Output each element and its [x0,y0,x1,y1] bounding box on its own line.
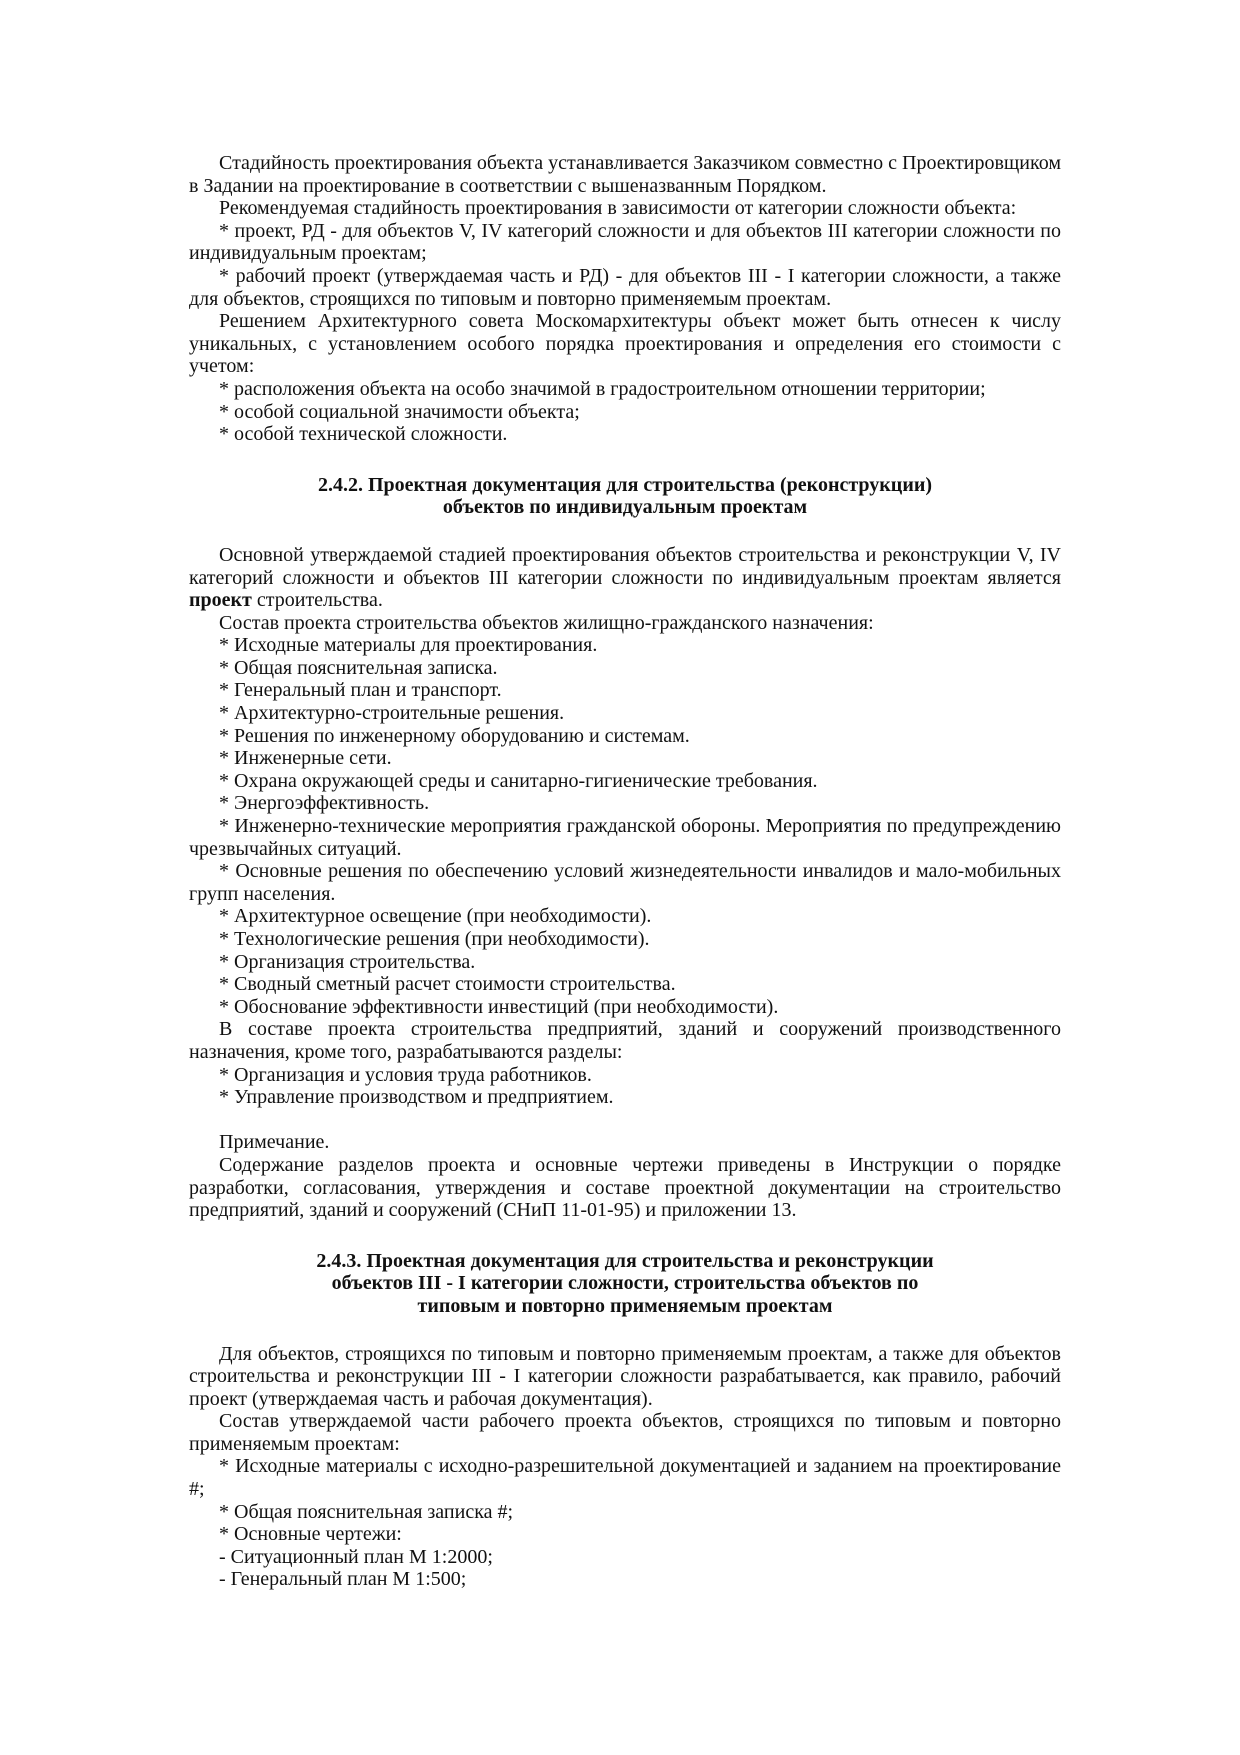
paragraph: * Организация и условия труда работников. [219,1063,592,1086]
paragraph: * Обоснование эффективности инвестиций (при необходимости). [219,995,779,1018]
paragraph: * расположения объекта на особо значимой в градостроительном отношении территории; [219,377,986,400]
paragraph: * особой технической сложности. [219,423,508,446]
section-heading [189,1250,1061,1318]
paragraph: Для объектов, строящихся по типовым и повторно применяемым проектам, а также для объектов строительства и реконструкции III - I категории сложности разрабатывается, как правило, рабочий проект (утверждаемая часть и рабочая документация). [189,1342,1061,1410]
paragraph: * проект, РД - для объектов V, IV категорий сложности и для объектов III категории сложности по индивидуальным проектам; [189,219,1061,265]
paragraph [189,544,1061,612]
paragraph: Рекомендуемая стадийность проектирования в зависимости от категории сложности объекта: [219,197,1017,220]
paragraph: * Управление производством и предприятием. [219,1086,614,1109]
section-heading [189,474,1061,519]
paragraph: * Организация строительства. [219,950,476,973]
paragraph: * Исходные материалы с исходно-разрешительной документацией и заданием на проектирование #; [189,1455,1061,1501]
paragraph: * Решения по инженерному оборудованию и системам. [219,724,690,747]
paragraph: * Архитектурное освещение (при необходимости). [219,905,652,928]
paragraph: - Генеральный план М 1:500; [219,1568,467,1591]
paragraph: * Охрана окружающей среды и санитарно-гигиенические требования. [219,769,818,792]
paragraph: * Общая пояснительная записка #; [219,1500,514,1523]
paragraph: * Основные решения по обеспечению условий жизнедеятельности инвалидов и мало-мобильных групп населения. [189,860,1061,905]
section-heading-line: 2.4.2. Проектная документация для строительства (реконструкции) [317,473,933,496]
paragraph: * Архитектурно-строительные решения. [219,702,565,725]
paragraph: - Ситуационный план М 1:2000; [219,1545,493,1568]
paragraph: Примечание. [219,1131,330,1154]
document-page [189,152,1061,1591]
paragraph: Содержание разделов проекта и основные чертежи приведены в Инструкции о порядке разработки, согласования, утверждения и составе проектной документации на строительство предприятий, зданий и сооружений (СНиП 11-01-95) и приложении 13. [189,1153,1061,1222]
section-heading-line: типовым и повторно применяемым проектам [417,1294,833,1317]
paragraph: * Сводный сметный расчет стоимости строительства. [219,973,676,996]
section-heading-line: объектов по индивидуальным проектам [442,496,808,519]
paragraph: Состав проекта строительства объектов жилищно-гражданского назначения: [219,611,874,634]
blank-line [189,1109,1061,1132]
paragraph: * особой социальной значимости объекта; [219,400,580,423]
paragraph: * Инженерные сети. [219,747,392,770]
section-heading-line: объектов III - I категории сложности, строительства объектов по [331,1272,919,1295]
paragraph: * Общая пояснительная записка. [219,656,498,679]
paragraph: Состав утверждаемой части рабочего проекта объектов, строящихся по типовым и повторно применяемым проектам: [189,1410,1061,1455]
paragraph: В составе проекта строительства предприятий, зданий и сооружений производственного назначения, кроме того, разрабатываются разделы: [189,1018,1061,1063]
bold-term: проект [189,589,252,612]
paragraph: * Исходные материалы для проектирования. [219,634,598,657]
text-run: Основной утверждаемой стадией проектирования объектов строительства и реконструкции V, IV категорий сложности и объектов III категории сложности по индивидуальным проектам является [189,543,1061,589]
text-run: строительства. [251,589,383,612]
section-heading-line: 2.4.3. Проектная документация для строительства и реконструкции [316,1249,934,1272]
paragraph: * Основные чертежи: [219,1523,402,1546]
paragraph: * Инженерно-технические мероприятия гражданской обороны. Мероприятия по предупреждению чрезвычайных ситуаций. [189,815,1061,860]
paragraph: * рабочий проект (утверждаемая часть и РД) - для объектов III - I категории сложности, а также для объектов, строящихся по типовым и повторно применяемым проектам. [189,264,1061,310]
paragraph: * Технологические решения (при необходимости). [219,928,650,950]
paragraph: Решением Архитектурного совета Москомархитектуры объект может быть отнесен к числу уникальных, с установлением особого порядка проектирования и определения его стоимости с учетом: [189,310,1061,378]
paragraph: * Генеральный план и транспорт. [219,679,502,702]
paragraph: Стадийность проектирования объекта устанавливается Заказчиком совместно с Проектировщиком в Задании на проектирование в соответствии с вышеназванным Порядком. [189,152,1061,197]
paragraph: * Энергоэффективность. [219,792,430,815]
